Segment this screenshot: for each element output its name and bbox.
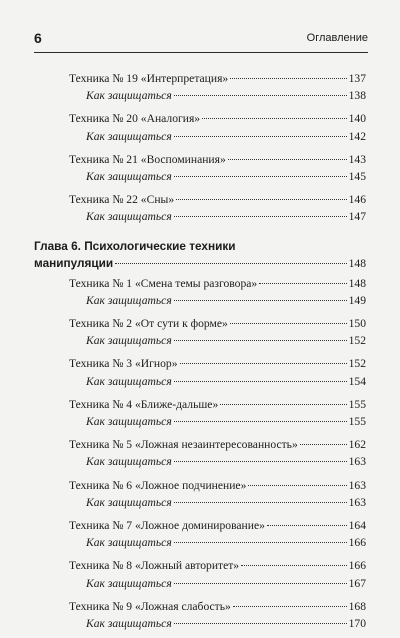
- defense-title: Как защищаться: [86, 334, 172, 348]
- technique-page: 163: [348, 478, 366, 492]
- defense-page: 149: [348, 293, 366, 307]
- defense-page: 154: [348, 374, 366, 388]
- defense-page: 145: [348, 169, 366, 183]
- toc-entry-technique[interactable]: [34, 355, 366, 372]
- table-of-contents: [34, 70, 366, 638]
- technique-page: 166: [348, 559, 366, 573]
- toc-entry-technique[interactable]: [34, 315, 366, 332]
- dot-leader: [230, 78, 346, 79]
- toc-entry-technique[interactable]: [34, 151, 366, 168]
- toc-entry-technique[interactable]: [34, 110, 366, 127]
- defense-title: Как защищаться: [86, 455, 172, 469]
- toc-entry-defense[interactable]: [34, 534, 366, 551]
- defense-page: 167: [348, 576, 366, 590]
- defense-title: Как защищаться: [86, 169, 172, 183]
- defense-page: 147: [348, 210, 366, 224]
- defense-title: Как защищаться: [86, 616, 172, 630]
- technique-page: 148: [348, 276, 366, 290]
- toc-entry-defense[interactable]: [34, 575, 366, 592]
- toc-entry-technique[interactable]: [34, 557, 366, 574]
- toc-entry-group: [34, 517, 366, 551]
- dot-leader: [220, 404, 346, 405]
- toc-entry-technique[interactable]: [34, 275, 366, 292]
- toc-entry-defense[interactable]: [34, 292, 366, 309]
- dot-leader: [174, 340, 347, 341]
- chapter-heading[interactable]: [34, 238, 366, 272]
- defense-page: 155: [348, 415, 366, 428]
- toc-entry-group: [34, 191, 366, 225]
- toc-entry-technique[interactable]: [34, 517, 366, 534]
- dot-leader: [174, 461, 347, 462]
- toc-entry-group: [34, 557, 366, 591]
- technique-page: 143: [348, 152, 366, 166]
- dot-leader: [115, 263, 346, 264]
- technique-page: 146: [348, 193, 366, 207]
- technique-title: Техника № 21 «Воспоминания»: [69, 152, 226, 166]
- technique-title: Техника № 5 «Ложная незаинтересованность»: [69, 438, 298, 452]
- toc-entry-defense[interactable]: [34, 128, 366, 145]
- technique-page: 150: [348, 317, 366, 331]
- defense-page: 152: [348, 334, 366, 348]
- page-header: [34, 30, 368, 53]
- dot-leader: [174, 300, 347, 301]
- toc-entry-defense[interactable]: [34, 453, 366, 470]
- defense-title: Как защищаться: [86, 374, 172, 388]
- defense-title: Как защищаться: [86, 536, 172, 550]
- toc-entry-group: [34, 598, 366, 632]
- dot-leader: [267, 525, 347, 526]
- dot-leader: [300, 444, 347, 445]
- technique-title: Техника № 19 «Интерпретация»: [69, 72, 229, 85]
- defense-title: Как защищаться: [86, 495, 172, 509]
- technique-page: 164: [348, 518, 366, 532]
- toc-entry-defense[interactable]: [34, 168, 366, 185]
- dot-leader: [174, 95, 347, 96]
- technique-page: 152: [348, 357, 366, 371]
- technique-title: Техника № 3 «Игнор»: [69, 357, 178, 371]
- technique-title: Техника № 7 «Ложное доминирование»: [69, 518, 265, 532]
- dot-leader: [230, 323, 347, 324]
- toc-entry-technique[interactable]: [34, 396, 366, 413]
- toc-entry-group: [34, 477, 366, 511]
- dot-leader: [176, 199, 346, 200]
- chapter-title-line1: Глава 6. Психологические техники: [34, 238, 236, 253]
- chapter-page: 148: [348, 256, 366, 270]
- defense-title: Как защищаться: [86, 415, 172, 428]
- technique-title: Техника № 8 «Ложный авторитет»: [69, 559, 240, 573]
- dot-leader: [174, 623, 347, 624]
- toc-entry-group: [34, 355, 366, 389]
- dot-leader: [259, 283, 346, 284]
- page-number: 6: [34, 30, 42, 46]
- technique-title: Техника № 20 «Аналогия»: [69, 112, 201, 126]
- technique-page: 155: [348, 397, 366, 411]
- toc-entry-group: [34, 275, 366, 309]
- defense-page: 170: [348, 616, 366, 630]
- technique-title: Техника № 9 «Ложная слабость»: [69, 599, 231, 613]
- dot-leader: [174, 583, 347, 584]
- toc-entry-technique[interactable]: [34, 598, 366, 615]
- toc-entry-group: [34, 315, 366, 349]
- dot-leader: [233, 606, 347, 607]
- toc-entry-defense[interactable]: [34, 615, 366, 632]
- toc-entry-group: [34, 436, 366, 470]
- dot-leader: [174, 216, 347, 217]
- toc-entry-technique[interactable]: [34, 477, 366, 494]
- toc-entry-defense[interactable]: [34, 332, 366, 349]
- toc-entry-defense[interactable]: [34, 373, 366, 390]
- defense-title: Как защищаться: [86, 129, 172, 143]
- technique-title: Техника № 22 «Сны»: [69, 193, 175, 207]
- defense-page: 142: [348, 129, 366, 143]
- chapter-title-line2-row: [34, 255, 366, 272]
- dot-leader: [174, 136, 347, 137]
- technique-page: 168: [348, 599, 366, 613]
- toc-entry-group: [34, 70, 366, 104]
- dot-leader: [174, 176, 347, 177]
- chapter-title-line2: манипуляции: [34, 255, 114, 270]
- technique-title: Техника № 4 «Ближе-дальше»: [69, 397, 219, 411]
- dot-leader: [174, 421, 347, 422]
- toc-entry-defense[interactable]: [34, 87, 366, 104]
- technique-title: Техника № 6 «Ложное подчинение»: [69, 478, 247, 492]
- running-title: Оглавление: [306, 32, 368, 44]
- defense-page: 166: [348, 536, 366, 550]
- dot-leader: [174, 542, 347, 543]
- dot-leader: [248, 485, 346, 486]
- toc-entry-defense[interactable]: [34, 494, 366, 511]
- defense-title: Как защищаться: [86, 576, 172, 590]
- dot-leader: [228, 159, 347, 160]
- toc-section-before: [34, 70, 366, 226]
- toc-entry-technique[interactable]: [34, 191, 366, 208]
- toc-entry-group: [34, 110, 366, 144]
- defense-page: 163: [348, 455, 366, 469]
- defense-page: 138: [348, 89, 366, 103]
- toc-entry-defense[interactable]: [34, 413, 366, 430]
- dot-leader: [241, 565, 347, 566]
- defense-title: Как защищаться: [86, 89, 172, 103]
- toc-entry-technique[interactable]: [34, 436, 366, 453]
- toc-section-after: [34, 275, 366, 632]
- technique-title: Техника № 2 «От сути к форме»: [69, 317, 228, 331]
- defense-title: Как защищаться: [86, 210, 172, 224]
- technique-page: 137: [348, 72, 366, 85]
- dot-leader: [180, 363, 347, 364]
- dot-leader: [174, 502, 347, 503]
- technique-title: Техника № 1 «Смена темы разговора»: [69, 276, 258, 290]
- dot-leader: [174, 381, 347, 382]
- dot-leader: [202, 118, 347, 119]
- technique-page: 162: [348, 438, 366, 452]
- toc-entry-group: [34, 396, 366, 430]
- technique-page: 140: [348, 112, 366, 126]
- defense-page: 163: [348, 495, 366, 509]
- toc-entry-group: [34, 151, 366, 185]
- defense-title: Как защищаться: [86, 293, 172, 307]
- toc-entry-technique[interactable]: [34, 70, 366, 87]
- toc-entry-defense[interactable]: [34, 208, 366, 225]
